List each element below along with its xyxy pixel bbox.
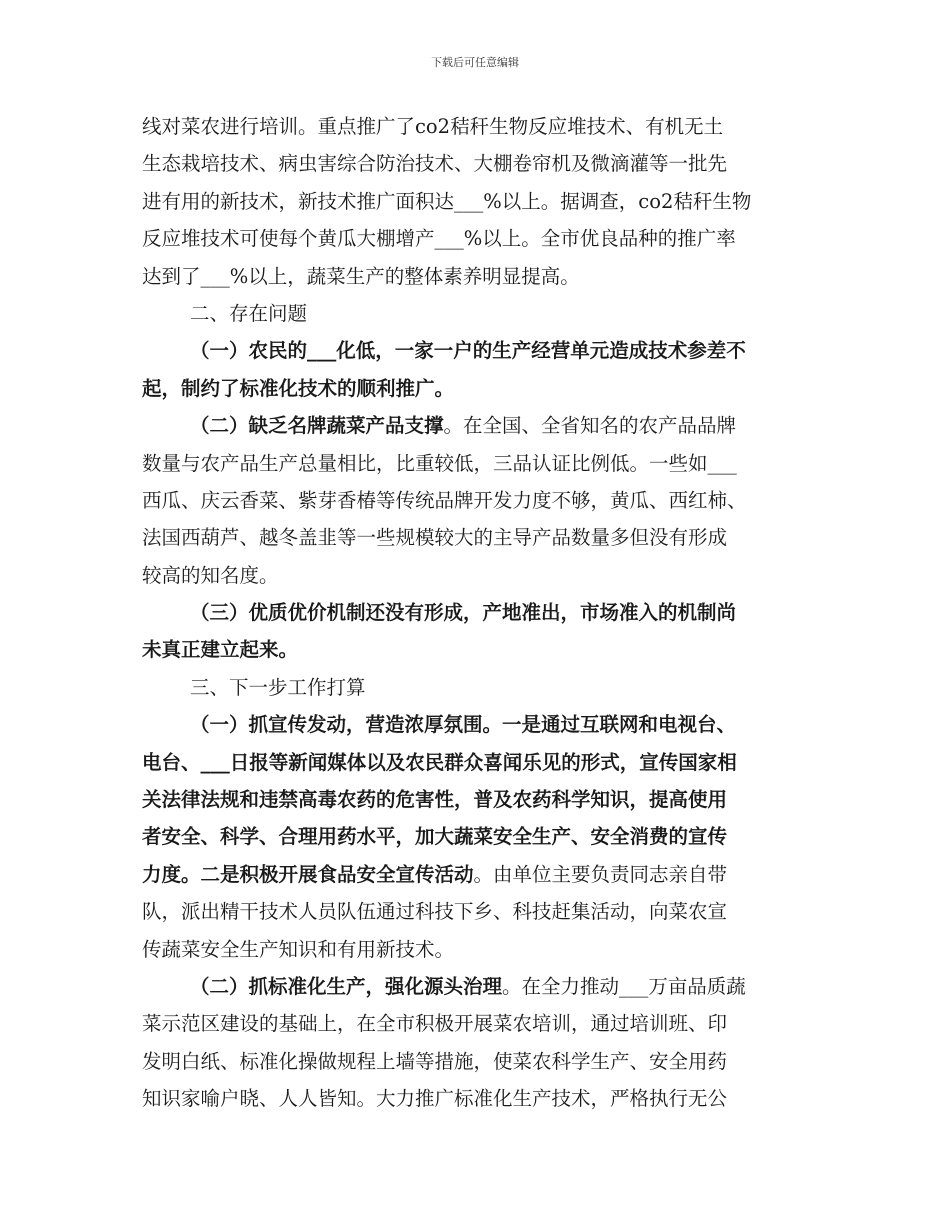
text-segment: 二、存在问题 (190, 301, 308, 325)
text-line (142, 968, 822, 1005)
text-line (142, 258, 822, 295)
page-header: 下载后可任意编辑 (431, 56, 519, 69)
text-line (142, 332, 822, 369)
bold-text-segment: （一）抓宣传发动，营造浓厚氛围。一是通过互联网和电视台、 (190, 713, 737, 737)
text-segment: 西瓜、庆云香菜、紫芽香椿等传统品牌开发力度不够，黄瓜、西红柿、 (142, 488, 747, 512)
text-line (142, 931, 822, 968)
text-segment: 三、下一步工作打算 (190, 675, 366, 699)
text-segment: 达到了___%以上，蔬菜生产的整体素养明显提高。 (142, 264, 580, 288)
text-segment: 。在全力推动___万亩品质蔬 (502, 974, 746, 998)
bold-text-segment: 者安全、科学、合理用药水平，加大蔬菜安全生产、安全消费的宣传 (142, 825, 728, 849)
bold-text-segment: （三）优质优价机制还没有形成，产地准出，市场准入的机制尚 (190, 601, 737, 625)
text-segment: 数量与农产品生产总量相比，比重较低，三品认证比例低。一些如___ (142, 451, 737, 475)
text-segment: 较高的知名度。 (142, 563, 279, 587)
text-line (142, 220, 822, 257)
text-segment: 。在全国、全省知名的农产品品牌 (443, 414, 737, 438)
text-line (142, 1005, 822, 1042)
document-body (142, 108, 822, 1118)
bold-text-segment: 未真正建立起来。 (142, 638, 299, 662)
text-line (142, 108, 822, 145)
bold-text-segment: 力度。二是积极开展食品安全宣传活动 (142, 862, 474, 886)
text-line (142, 781, 822, 818)
text-segment: 传蔬菜安全生产知识和有用新技术。 (142, 937, 455, 961)
text-segment: 线对菜农进行培训。重点推广了co2秸秆生物反应堆技术、有机无土 (142, 115, 724, 138)
bold-text-segment: （二）缺乏名牌蔬菜产品支撑 (190, 414, 444, 438)
text-segment: 法国西葫芦、越冬盖韭等一些规模较大的主导产品数量多但没有形成 (142, 526, 728, 550)
text-line (142, 145, 822, 182)
text-segment: 。由单位主要负责同志亲自带 (473, 862, 728, 886)
text-line (142, 706, 822, 743)
bold-text-segment: 关法律法规和违禁高毒农药的危害性，普及农药科学知识，提高使用 (142, 788, 728, 812)
text-line (142, 183, 822, 220)
text-line (142, 482, 822, 519)
text-segment: 进有用的新技术，新技术推广面积达___%以上。据调查，co2秸秆生物 (142, 189, 752, 213)
text-line (142, 557, 822, 594)
text-line (142, 856, 822, 893)
text-segment: 反应堆技术可使每个黄瓜大棚增产___%以上。全市优良品种的推广率 (142, 227, 736, 251)
text-segment: 知识家喻户晓、人人皆知。大力推广标准化生产技术，严格执行无公 (142, 1087, 728, 1111)
text-segment: 菜示范区建设的基础上，在全市积极开展菜农培训，通过培训班、印 (142, 1012, 728, 1036)
text-line (142, 1043, 822, 1080)
text-line (142, 818, 822, 855)
bold-text-segment: 电台、___日报等新闻媒体以及农民群众喜闻乐见的形式，宣传国家相 (142, 750, 737, 774)
text-line (142, 669, 822, 706)
text-line (142, 370, 822, 407)
text-line (142, 1080, 822, 1117)
text-line (142, 744, 822, 781)
text-line (142, 519, 822, 556)
text-segment: 生态栽培技术、病虫害综合防治技术、大棚卷帘机及微滴灌等一批先 (142, 152, 728, 176)
bold-text-segment: 起，制约了标准化技术的顺利推广。 (142, 376, 455, 400)
text-line (142, 295, 822, 332)
bold-text-segment: （二）抓标准化生产，强化源头治理 (190, 974, 503, 998)
text-line (142, 631, 822, 668)
bold-text-segment: （一）农民的___化低，一家一户的生产经营单元造成技术参差不 (190, 339, 746, 363)
text-line (142, 594, 822, 631)
text-line (142, 407, 822, 444)
text-line (142, 893, 822, 930)
text-segment: 队，派出精干技术人员队伍通过科技下乡、科技赶集活动，向菜农宣 (142, 900, 728, 924)
text-line (142, 445, 822, 482)
text-segment: 发明白纸、标准化操做规程上墙等措施，使菜农科学生产、安全用药 (142, 1049, 728, 1073)
